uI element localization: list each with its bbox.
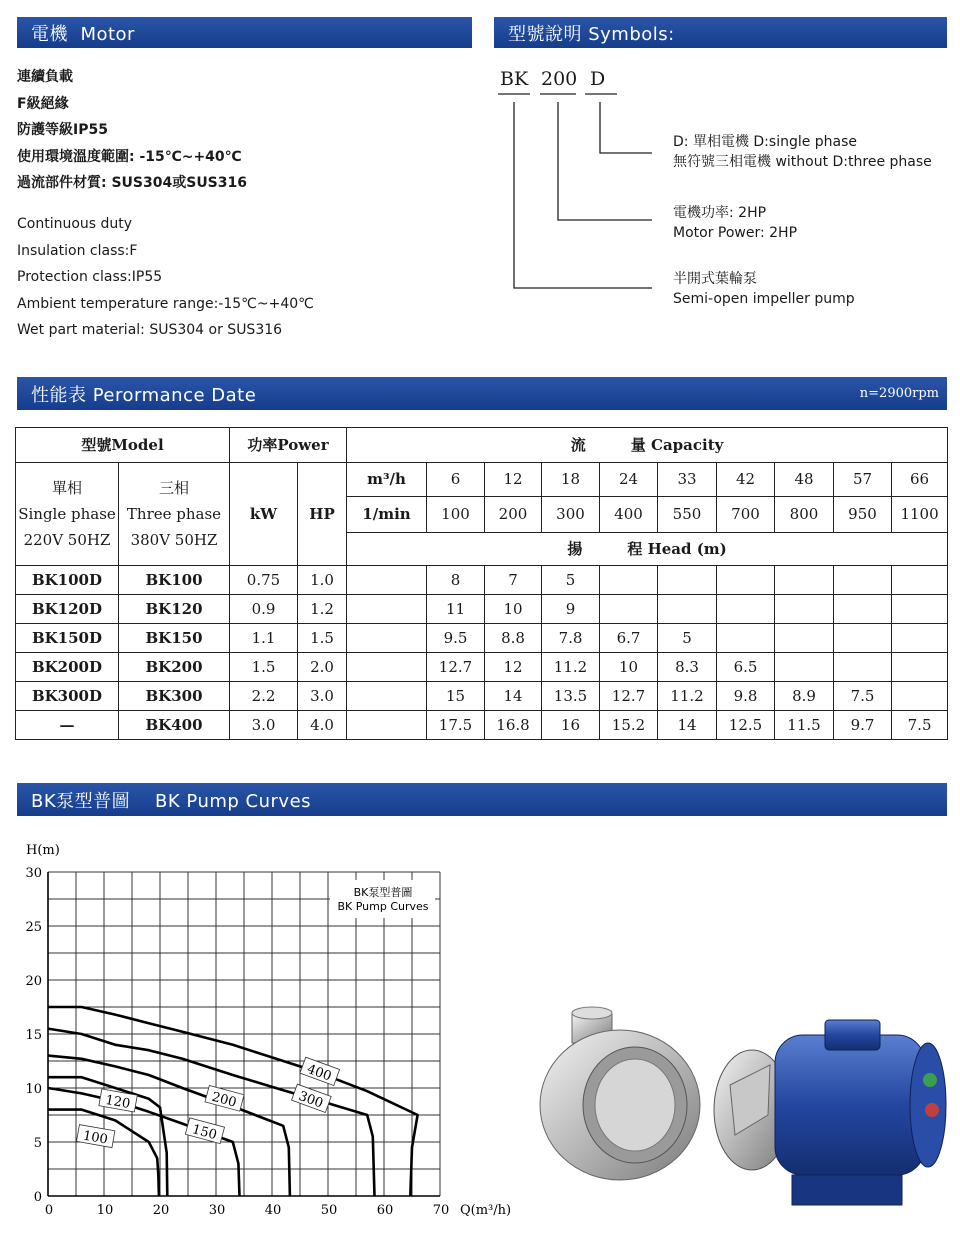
head-value: [834, 595, 892, 624]
head-value: [834, 624, 892, 653]
head-value: 17.5: [427, 710, 485, 739]
head-value: [717, 624, 775, 653]
head-value: [892, 653, 948, 682]
head-value: 16.8: [485, 710, 542, 739]
spec-line: 過流部件材質: SUS304或SUS316: [17, 175, 247, 191]
head-value: 8.9: [775, 682, 834, 711]
head-value: 12.7: [600, 682, 658, 711]
table-row: [16, 566, 948, 595]
spec-line: 防護等級IP55: [17, 122, 108, 138]
head-value: 15: [427, 682, 485, 711]
head-value: 11.2: [658, 682, 717, 711]
capacity-m3h: 24: [600, 462, 658, 497]
x-tick-label: 10: [96, 1203, 114, 1218]
three-phase-en: Three phase: [126, 504, 222, 523]
spec-line: Insulation class:F: [17, 242, 138, 259]
performance-header-title: 性能表 Perormance Date: [31, 384, 257, 406]
performance-header: [17, 377, 947, 410]
spec-line: 使用環境溫度範圍: -15℃~+40℃: [17, 148, 242, 165]
head-value: 10: [600, 653, 658, 682]
row-three-model: BK100: [119, 566, 230, 595]
row-unit-blank: [347, 710, 427, 739]
head-value: 10: [485, 595, 542, 624]
row-three-model: BK400: [119, 710, 230, 739]
x-tick-label: 0: [44, 1203, 54, 1218]
capacity-m3h: 6: [427, 462, 485, 497]
curve-label-text: 120: [104, 1092, 132, 1112]
row-three-model: BK200: [119, 653, 230, 682]
single-phase-header: [16, 462, 119, 566]
capacity-lmin: 800: [775, 497, 834, 533]
head-value: [717, 595, 775, 624]
head-value: 11: [427, 595, 485, 624]
table-row: [16, 595, 948, 624]
head-value: 7: [485, 566, 542, 595]
table-row: [16, 653, 948, 682]
kw-header: kW: [230, 462, 298, 566]
row-hp: 4.0: [298, 710, 347, 739]
head-value: 11.5: [775, 710, 834, 739]
three-phase-voltage: 380V 50HZ: [130, 530, 218, 549]
single-phase-en: Single phase: [18, 504, 116, 523]
curve-label-400: [300, 1057, 340, 1086]
curve-label-text: 150: [190, 1122, 219, 1144]
head-value: 15.2: [600, 710, 658, 739]
row-three-model: BK120: [119, 595, 230, 624]
head-value: 12.5: [717, 710, 775, 739]
spec-line: Protection class:IP55: [17, 269, 163, 285]
hp-header: HP: [298, 462, 347, 566]
row-single-model: BK100D: [16, 566, 119, 595]
head-value: 6.5: [717, 653, 775, 682]
y-tick-label: 10: [25, 1082, 42, 1097]
head-value: 8: [427, 566, 485, 595]
row-unit-blank: [347, 595, 427, 624]
head-value: [834, 566, 892, 595]
col-power-header: 功率Power: [230, 428, 347, 463]
head-value: [892, 682, 948, 711]
head-value: 6.7: [600, 624, 658, 653]
curves-header: [17, 783, 947, 816]
legend-title-zh: BK泵型普圖: [353, 886, 413, 899]
y-tick-label: 30: [25, 866, 42, 881]
row-kw: 3.0: [230, 710, 298, 739]
head-value: [775, 595, 834, 624]
row-single-model: BK200D: [16, 653, 119, 682]
head-value: [775, 624, 834, 653]
curve-label-200: [205, 1085, 244, 1112]
curve-100: [48, 1110, 159, 1196]
x-tick-label: 40: [264, 1203, 282, 1218]
x-axis-label: Q(m³/h): [460, 1203, 512, 1218]
head-value: [775, 653, 834, 682]
pump-casing: [540, 1007, 700, 1180]
code-200: 200: [541, 68, 578, 90]
head-value: [600, 566, 658, 595]
row-single-model: —: [16, 710, 119, 739]
row-hp: 2.0: [298, 653, 347, 682]
head-value: [892, 566, 948, 595]
y-tick-label: 15: [25, 1028, 42, 1043]
head-value: 16: [542, 710, 600, 739]
capacity-m3h: 66: [892, 462, 948, 497]
capacity-lmin: 300: [542, 497, 600, 533]
head-value: [717, 566, 775, 595]
symbol-power-desc: [673, 203, 797, 243]
spec-line: Ambient temperature range:-15℃~+40℃: [17, 295, 314, 312]
head-value: 13.5: [542, 682, 600, 711]
curves-header-title: BK泵型普圖 BK Pump Curves: [31, 790, 312, 812]
symbols-header-title: 型號說明 Symbols:: [508, 23, 675, 45]
y-tick-label: 25: [25, 920, 42, 935]
code-d: D: [590, 68, 606, 90]
three-phase-header: [119, 462, 230, 566]
head-value: 12.7: [427, 653, 485, 682]
head-value: [775, 566, 834, 595]
y-tick-label: 0: [33, 1190, 42, 1205]
row-single-model: BK300D: [16, 682, 119, 711]
head-value: [600, 595, 658, 624]
head-value: 9.7: [834, 710, 892, 739]
capacity-m3h: 42: [717, 462, 775, 497]
curve-label-100: [76, 1125, 115, 1149]
head-value: [892, 595, 948, 624]
col-model-header: 型號Model: [16, 428, 230, 463]
curve-label-150: [185, 1118, 224, 1145]
row-three-model: BK300: [119, 682, 230, 711]
symbol-d-line1: D: 單相電機 D:single phase: [673, 134, 858, 150]
head-value: 7.5: [834, 682, 892, 711]
row-unit-blank: [347, 653, 427, 682]
table-row: [16, 624, 948, 653]
row-unit-blank: [347, 624, 427, 653]
row-hp: 3.0: [298, 682, 347, 711]
row-kw: 1.5: [230, 653, 298, 682]
table-row: [16, 710, 948, 739]
performance-table: [15, 427, 948, 740]
symbol-type-desc: [673, 269, 855, 309]
symbol-power-line1: 電機功率: 2HP: [673, 205, 767, 221]
head-value: 5: [658, 624, 717, 653]
head-value: 8.8: [485, 624, 542, 653]
head-value: [834, 653, 892, 682]
head-value: 12: [485, 653, 542, 682]
capacity-m3h: 12: [485, 462, 542, 497]
head-value: 7.8: [542, 624, 600, 653]
three-phase-zh: 三相: [158, 478, 189, 497]
row-three-model: BK150: [119, 624, 230, 653]
head-value: 8.3: [658, 653, 717, 682]
legend-title-en: BK Pump Curves: [337, 900, 429, 913]
head-value: 9.5: [427, 624, 485, 653]
row-unit-blank: [347, 682, 427, 711]
head-value: 9.8: [717, 682, 775, 711]
head-value: 11.2: [542, 653, 600, 682]
capacity-m3h: 48: [775, 462, 834, 497]
curve-label-300: [291, 1084, 331, 1113]
capacity-lmin: 100: [427, 497, 485, 533]
x-tick-label: 70: [432, 1203, 450, 1218]
rpm-label: n=2900rpm: [859, 386, 939, 401]
single-phase-voltage: 220V 50HZ: [23, 530, 111, 549]
row-hp: 1.2: [298, 595, 347, 624]
symbol-d-line2: 無符號三相電機 without D:three phase: [673, 154, 932, 170]
capacity-lmin: 400: [600, 497, 658, 533]
table-row: [16, 682, 948, 711]
spec-line: 連續負載: [17, 69, 73, 85]
head-value: [658, 595, 717, 624]
capacity-m3h: 18: [542, 462, 600, 497]
x-tick-label: 20: [152, 1203, 170, 1218]
unit-m3h: m³/h: [347, 462, 427, 497]
motor-header-title: 電機 Motor: [31, 23, 135, 45]
head-value: 14: [658, 710, 717, 739]
code-bk: BK: [500, 68, 529, 90]
head-value: 14: [485, 682, 542, 711]
capacity-lmin: 700: [717, 497, 775, 533]
capacity-lmin: 550: [658, 497, 717, 533]
curve-label-text: 400: [304, 1061, 334, 1085]
pump-curve-chart: [0, 830, 530, 1225]
y-tick-label: 20: [25, 974, 42, 989]
curve-label-text: 200: [210, 1089, 238, 1111]
x-tick-label: 60: [376, 1203, 394, 1218]
symbol-power-line2: Motor Power: 2HP: [673, 225, 798, 241]
spec-line: Continuous duty: [17, 216, 133, 232]
col-capacity-header: 流 量 Capacity: [347, 428, 948, 463]
curve-label-text: 300: [296, 1088, 325, 1112]
pump-motor: [714, 1020, 946, 1205]
head-value: 9: [542, 595, 600, 624]
spec-line: F級絕緣: [17, 95, 69, 112]
row-single-model: BK150D: [16, 624, 119, 653]
head-value: 5: [542, 566, 600, 595]
curve-label-text: 100: [81, 1128, 109, 1148]
single-phase-zh: 單相: [51, 478, 82, 497]
row-single-model: BK120D: [16, 595, 119, 624]
row-hp: 1.0: [298, 566, 347, 595]
row-kw: 0.9: [230, 595, 298, 624]
symbol-type-line1: 半開式葉輪泵: [673, 271, 757, 287]
capacity-lmin: 1100: [892, 497, 948, 533]
y-tick-label: 5: [33, 1136, 42, 1151]
capacity-m3h: 57: [834, 462, 892, 497]
x-tick-label: 50: [320, 1203, 338, 1218]
spec-line: Wet part material: SUS304 or SUS316: [17, 322, 283, 338]
pump-illustration: [530, 995, 950, 1220]
capacity-lmin: 950: [834, 497, 892, 533]
capacity-m3h: 33: [658, 462, 717, 497]
symbol-type-line2: Semi-open impeller pump: [673, 291, 855, 307]
row-kw: 0.75: [230, 566, 298, 595]
x-tick-label: 30: [208, 1203, 226, 1218]
capacity-lmin: 200: [485, 497, 542, 533]
row-kw: 1.1: [230, 624, 298, 653]
head-header: 揚 程 Head (m): [347, 532, 948, 566]
unit-lmin: 1/min: [347, 497, 427, 533]
head-value: 7.5: [892, 710, 948, 739]
y-axis-label: H(m): [26, 843, 60, 858]
row-unit-blank: [347, 566, 427, 595]
performance-rows: [16, 566, 948, 740]
row-kw: 2.2: [230, 682, 298, 711]
head-value: [892, 624, 948, 653]
row-hp: 1.5: [298, 624, 347, 653]
head-value: [658, 566, 717, 595]
symbol-d-desc: [673, 132, 932, 172]
